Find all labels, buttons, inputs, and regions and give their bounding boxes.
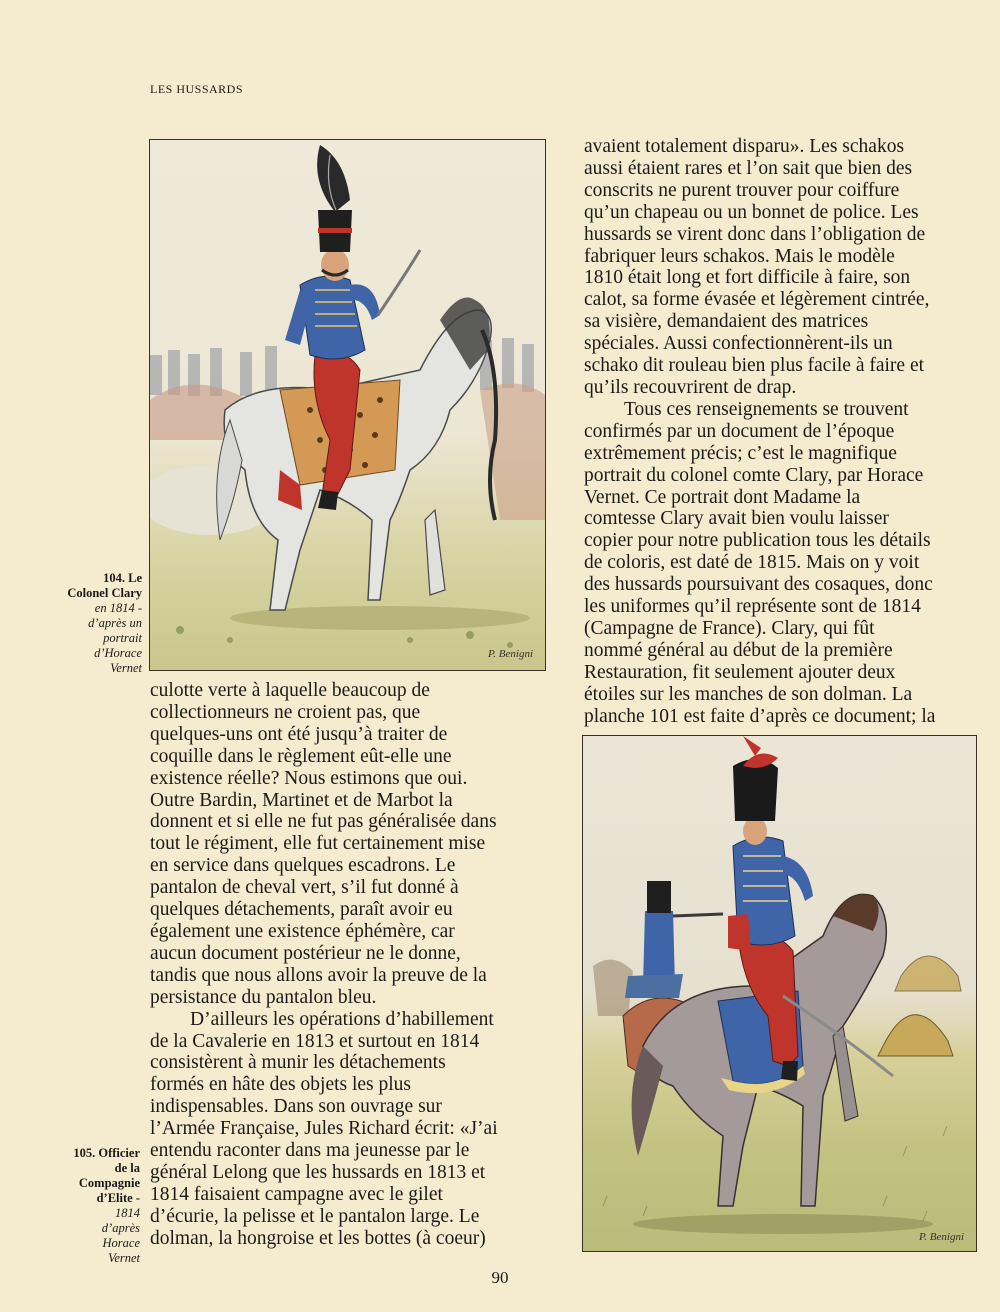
text-line: formés en hâte des objets les plus [150,1074,412,1096]
text-line: de la Cavalerie en 1813 et surtout en 1814 [150,1030,480,1052]
figure-caption-105 [40,1146,140,1266]
text-line: également une existence éphémère, car [150,920,455,942]
text-line: avaient totalement disparu». Les schakos [584,136,905,157]
caption-label-line: d’Elite - [96,1191,140,1205]
text-line: D’ailleurs les opérations d’habillement [190,1008,494,1030]
text-line: quelques-uns ont été jusqu’à traiter de [150,723,448,745]
text-line: consistèrent à munir les détachements [150,1052,446,1074]
text-line: coquille dans le règlement eût-elle une [150,745,452,767]
caption-label-line: Colonel Clary [67,586,142,600]
page-number: 90 [491,1268,509,1287]
text-line: 1810 était long et fort difficile à faire, son [584,267,911,289]
caption-source-line: Horace [102,1236,140,1250]
figure-caption-104 [40,571,142,676]
text-line: quelques détachements, paraît avoir eu [150,899,453,921]
text-line: indispensables. Dans son ouvrage sur [150,1096,442,1118]
text-line: Restauration, fit seulement ajouter deux [584,661,896,683]
caption-source-line: portrait [103,631,142,645]
text-line: de coloris, est daté de 1815. Mais on y voit [584,552,920,574]
caption-label-line: 104. Le [103,571,142,585]
text-line: conscrits ne purent trouver pour coiffure [584,179,900,201]
text-line: confirmés par un document de l’époque [584,420,895,442]
caption-source-line: 1814 [115,1206,140,1220]
text-line: collectionneurs ne croient pas, que [150,701,421,723]
text-line: qu’un chapeau ou un bonnet de police. Les [584,201,919,223]
text-line: l’Armée Française, Jules Richard écrit: «J’ai [150,1118,498,1140]
text-line: donnent et si elle ne fut pas généralisée dans [150,811,497,833]
text-line: sa visière, demandaient des matrices [584,311,869,333]
text-line: tandis que nous allons avoir la preuve de la [150,964,487,986]
text-line: Vernet. Ce portrait dont Madame la [584,486,861,508]
elite-hussar-drawing [583,736,976,1251]
body-text-left-column [150,680,550,1250]
text-line: aussi étaient rares et l’on sait que bien des [584,157,913,179]
text-line: comtesse Clary avait bien voulu laisser [584,508,889,530]
text-line: qu’ils recouvrirent de drap. [584,376,797,398]
text-line: en service dans quelques escadrons. Le [150,855,456,877]
text-line: existence réelle? Nous estimons que oui. [150,767,468,789]
text-line: d’écurie, la pelisse et le pantalon large. Le [150,1205,480,1227]
running-head: LES HUSSARDS [150,82,244,96]
text-line: schako dit rouleau bien plus facile à faire et [584,355,925,377]
text-line: extrêmement précis; c’est le magnifique [584,442,897,464]
text-line: fabriquer leurs schakos. Mais le modèle [584,245,895,267]
caption-source-line: Vernet [108,1251,140,1265]
caption-source-line: d’après un [88,616,142,630]
text-line: les uniformes qu’il représente sont de 1814 [584,596,921,618]
text-line: Outre Bardin, Martinet et de Marbot la [150,789,453,811]
caption-source-line: Vernet [110,661,142,675]
text-line: Tous ces renseignements se trouvent [624,398,909,420]
text-line: planche 101 est faite d’après ce document; la [584,705,936,727]
text-line: persistance du pantalon bleu. [150,986,377,1008]
text-line: hussards se virent donc dans l’obligation de [584,223,926,245]
caption-label-line: 105. Officier [73,1146,140,1160]
illustration-colonel-clary [149,139,546,671]
text-line: aucun document postérieur ne le donne, [150,942,461,964]
artist-signature: P. Benigni [487,648,533,660]
text-line: des hussards poursuivant des cosaques, donc [584,574,933,596]
text-line: copier pour notre publication tous les détails [584,530,931,552]
text-line: tout le régiment, elle fut certainement mise [150,833,486,855]
caption-label-line: Compagnie [78,1176,140,1190]
text-line: nommé général au début de la première [584,639,893,661]
caption-source-line: d’Horace [94,646,142,660]
body-text-right-column [584,136,984,727]
text-line: spéciales. Aussi confectionnèrent-ils un [584,333,893,355]
text-line: entendu raconter dans ma jeunesse par le [150,1140,470,1162]
text-line: 1814 faisaient campagne avec le gilet [150,1183,443,1205]
text-line: portrait du colonel comte Clary, par Horace [584,464,924,486]
text-line: dolman, la hongroise et les bottes (à coeur) [150,1227,486,1249]
caption-source-line: en 1814 - [94,601,142,615]
text-line: étoiles sur les manches de son dolman. La [584,683,913,705]
text-line: calot, sa forme évasée et légèrement cintrée, [584,289,930,311]
mounted-hussar-drawing [150,140,545,670]
text-line: pantalon de cheval vert, s’il fut donné à [150,877,459,899]
text-line: culotte verte à laquelle beaucoup de [150,680,430,701]
illustration-elite-officer [582,735,977,1252]
artist-signature: P. Benigni [918,1231,964,1243]
caption-label-line: de la [114,1161,140,1175]
caption-source-line: d’après [101,1221,140,1235]
text-line: (Campagne de France). Clary, qui fût [584,617,875,639]
text-line: général Lelong que les hussards en 1813 et [150,1161,486,1183]
